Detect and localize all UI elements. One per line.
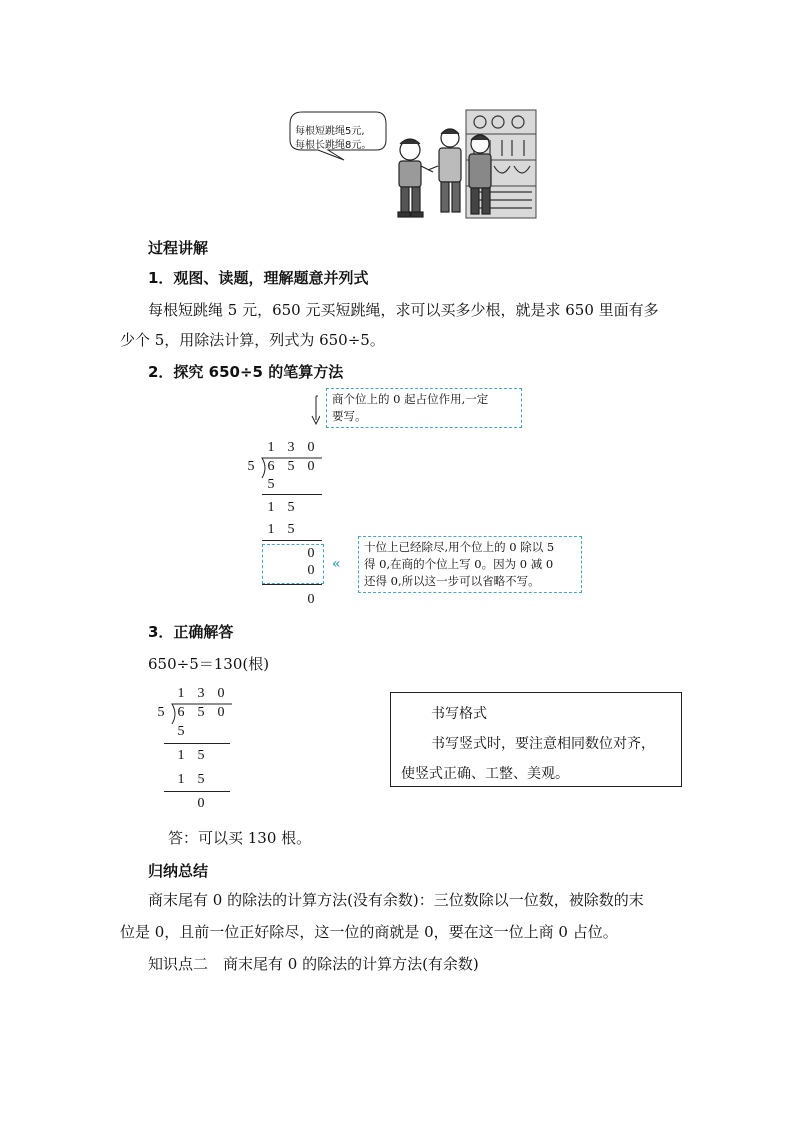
omitted-step-digit: 0 [307,563,315,578]
step3-title: 3．正确解答 [148,623,234,641]
step1-paragraph-line2: 少个 5，用除法计算，列式为 650÷5。 [120,331,385,349]
rule-line [164,791,230,792]
section-heading-process: 过程讲解 [148,239,209,257]
dividend-digit: 6 [177,705,185,720]
step-digit: 1 [177,772,185,787]
step-digit: 5 [197,748,205,763]
summary-heading: 归纳总结 [148,862,209,880]
callout-top-line2: 要写。 [332,409,367,423]
callout-top-line1: 商个位上的 0 起占位作用,一定 [332,392,489,406]
callout-right-line2: 得 0,在商的个位上写 0。因为 0 减 0 [364,557,554,571]
callout-right-line1: 十位上已经除尽,用个位上的 0 除以 5 [364,540,555,554]
quotient-digit: 0 [217,686,225,701]
division-long-form [152,686,242,816]
rule-line [164,743,230,744]
speech-text-line1: 每根短跳绳5元, [295,126,365,137]
answer: 答：可以买 130 根。 [168,829,312,847]
omitted-step-digit: 0 [307,546,315,561]
step2-title: 2．探究 650÷5 的笔算方法 [148,363,344,381]
dividend-digit: 5 [287,459,295,474]
step-digit: 1 [267,500,275,515]
quotient-digit: 3 [197,686,205,701]
step-digit: 1 [267,522,275,537]
step-digit: 5 [287,500,295,515]
callout-right-line3: 还得 0,所以这一步可以省略不写。 [364,574,540,588]
step-product-5: 5 [267,477,275,492]
dividend-digit: 6 [267,459,275,474]
step-digit: 5 [287,522,295,537]
writing-format-box [390,692,682,787]
summary-line1: 商末尾有 0 的除法的计算方法(没有余数)：三位数除以一位数，被除数的末 [148,891,644,909]
quotient-digit: 1 [177,686,185,701]
speech-text-line2: 每根长跳绳8元。 [295,140,372,151]
divisor: 5 [247,459,255,474]
format-box-line1: 书写竖式时，要注意相同数位对齐， [431,736,655,752]
callout-omit-step [358,536,582,593]
dividend-digit: 0 [307,459,315,474]
next-knowledge-point: 知识点二 商末尾有 0 的除法的计算方法(有余数) [148,955,479,973]
dividend-digit: 5 [197,705,205,720]
step-digit: 5 [197,772,205,787]
quotient-digit: 3 [287,440,295,455]
rule-line [262,494,322,495]
illustration [288,104,540,226]
double-chevron-left-icon: « [332,556,341,572]
summary-line2: 位是 0，且前一位正好除尽，这一位的商就是 0，要在这一位上商 0 占位。 [120,923,618,941]
rule-line [262,584,322,585]
quotient-digit: 1 [267,440,275,455]
callout-zero-placeholder [326,388,522,428]
divisor: 5 [157,705,165,720]
format-box-line2: 使竖式正确、工整、美观。 [401,766,569,782]
step1-paragraph-line1: 每根短跳绳 5 元，650 元买短跳绳，求可以买多少根，就是求 650 里面有多 [148,301,659,319]
dividend-digit: 0 [217,705,225,720]
equation: 650÷5＝130(根) [148,655,270,673]
format-box-title: 书写格式 [431,706,487,722]
division-diagram [240,388,600,608]
step-digit: 1 [177,748,185,763]
arrow-down-icon [306,394,320,428]
remainder: 0 [197,796,205,811]
quotient-digit: 0 [307,440,315,455]
remainder: 0 [307,592,315,607]
step-product-5: 5 [177,724,185,739]
step1-title: 1．观图、读题，理解题意并列式 [148,269,369,287]
rule-line [262,540,322,541]
